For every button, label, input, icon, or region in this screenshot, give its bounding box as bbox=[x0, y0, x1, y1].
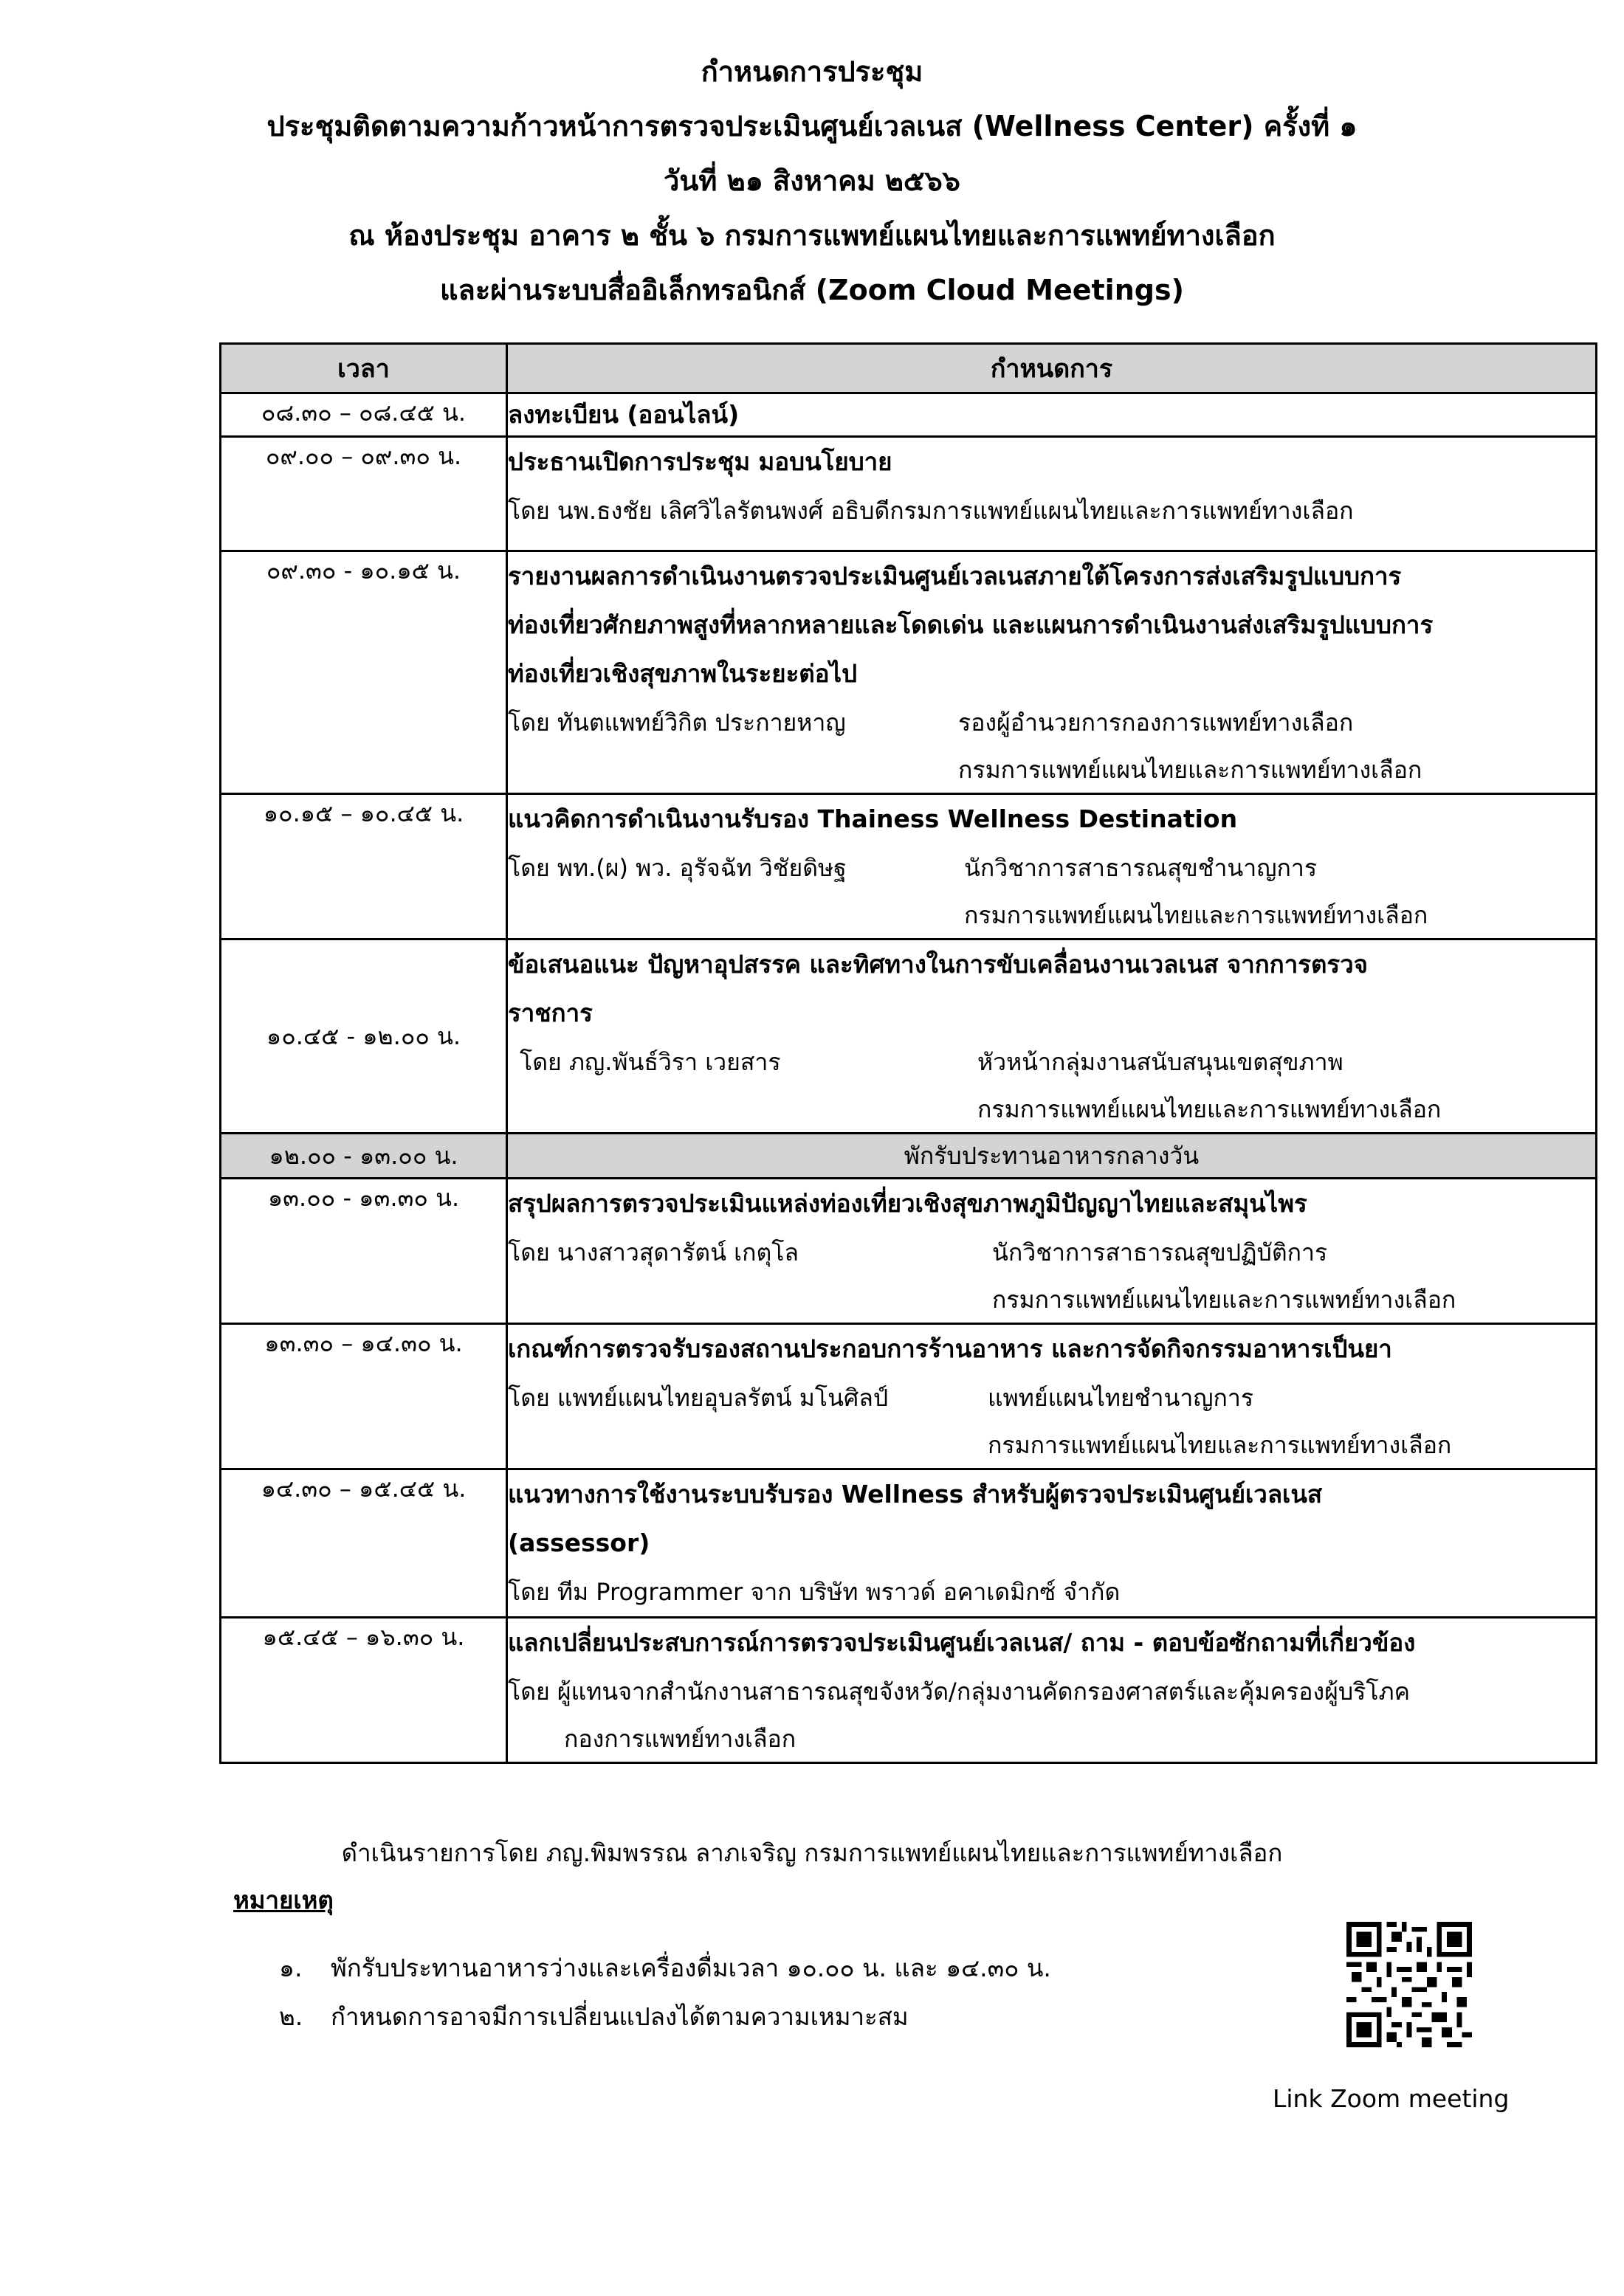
note-item bbox=[279, 1997, 909, 2036]
col-header-time: เวลา bbox=[221, 344, 507, 393]
table-row bbox=[221, 1324, 1597, 1469]
row-presenter: โดย ผู้แทนจากสำนักงานสาธารณสุขจังหวัด/กลุ่มงานคัดกรองศาสตร์และคุ้มครองผู้บริโภค bbox=[508, 1678, 1411, 1706]
notes-title: หมายเหตุ bbox=[233, 1886, 334, 1914]
row-program bbox=[507, 437, 1597, 551]
table-row bbox=[221, 940, 1597, 1134]
row-organization: กองการแพทย์ทางเลือก bbox=[564, 1725, 796, 1753]
table-header-row bbox=[221, 344, 1597, 393]
row-time: ๑๐.๑๕ – ๑๐.๔๕ น. bbox=[221, 794, 507, 940]
row-program bbox=[507, 393, 1597, 437]
note-text: กำหนดการอาจมีการเปลี่ยนแปลงได้ตามความเหมาะสม bbox=[331, 2002, 909, 2031]
table-row bbox=[221, 794, 1597, 940]
qr-caption: Link Zoom meeting bbox=[1273, 2084, 1510, 2113]
row-time: ๑๔.๓๐ – ๑๕.๔๕ น. bbox=[221, 1469, 507, 1618]
col-header-program: กำหนดการ bbox=[507, 344, 1597, 393]
row-time: ๑๒.๐๐ - ๑๓.๐๐ น. bbox=[221, 1134, 507, 1179]
row-title: เกณฑ์การตรวจรับรองสถานประกอบการร้านอาหาร และการจัดกิจกรรมอาหารเป็นยา bbox=[508, 1334, 1392, 1363]
row-title: แนวคิดการดำเนินงานรับรอง Thainess Wellness Destination bbox=[508, 804, 1238, 833]
row-position: นักวิชาการสาธารณสุขชำนาญการ bbox=[964, 854, 1318, 882]
row-title-line: ข้อเสนอแนะ ปัญหาอุปสรรค และทิศทางในการขับเคลื่อนงานเวลเนส จากการตรวจ bbox=[508, 950, 1368, 979]
row-time: ๑๓.๓๐ – ๑๔.๓๐ น. bbox=[221, 1324, 507, 1469]
row-position: รองผู้อำนวยการกองการแพทย์ทางเลือก bbox=[958, 709, 1354, 737]
row-program bbox=[507, 940, 1597, 1134]
row-presenter-line bbox=[508, 1038, 1595, 1086]
table-row bbox=[221, 1179, 1597, 1324]
row-presenter: โดย พท.(ผ) พว. อุรัจฉัท วิชัยดิษฐ bbox=[508, 854, 847, 882]
header bbox=[0, 44, 1624, 317]
row-title: สรุปผลการตรวจประเมินแหล่งท่องเที่ยวเชิงสุขภาพภูมิปัญญาไทยและสมุนไพร bbox=[508, 1189, 1307, 1218]
row-presenter-line bbox=[508, 1228, 1595, 1277]
row-title-line: (assessor) bbox=[508, 1528, 650, 1557]
row-program bbox=[507, 1324, 1597, 1469]
table-row bbox=[221, 437, 1597, 551]
row-organization: กรมการแพทย์แผนไทยและการแพทย์ทางเลือก bbox=[964, 901, 1428, 929]
row-presenter-line bbox=[508, 844, 1595, 892]
row-presenter: โดย แพทย์แผนไทยอุบลรัตน์ มโนศิลป์ bbox=[508, 1384, 889, 1412]
header-date: วันที่ ๒๑ สิงหาคม ๒๕๖๖ bbox=[664, 165, 960, 197]
row-program bbox=[507, 794, 1597, 940]
row-presenter: โดย ทันตแพทย์วิกิต ประกายหาญ bbox=[508, 709, 846, 737]
note-text: พักรับประทานอาหารว่างและเครื่องดื่มเวลา ๑๐.๐๐ น. และ ๑๔.๓๐ น. bbox=[331, 1954, 1051, 1982]
row-time: ๑๐.๔๕ - ๑๒.๐๐ น. bbox=[221, 940, 507, 1134]
row-time: ๐๘.๓๐ – ๐๘.๔๕ น. bbox=[221, 393, 507, 437]
row-program bbox=[507, 551, 1597, 794]
row-title-line: ท่องเที่ยวเชิงสุขภาพในระยะต่อไป bbox=[508, 659, 858, 688]
row-presenter: โดย ภญ.พันธ์วิรา เวยสาร bbox=[520, 1048, 781, 1076]
qr-code-icon[interactable] bbox=[1346, 1922, 1472, 2047]
row-time: ๑๕.๔๕ – ๑๖.๓๐ น. bbox=[221, 1618, 507, 1763]
table-row bbox=[221, 1618, 1597, 1763]
table-row bbox=[221, 551, 1597, 794]
row-program bbox=[507, 1179, 1597, 1324]
table-row bbox=[221, 393, 1597, 437]
header-meeting-name: ประชุมติดตามความก้าวหน้าการตรวจประเมินศูนย์เวลเนส (Wellness Center) ครั้งที่ ๑ bbox=[266, 110, 1358, 142]
row-break-label: พักรับประทานอาหารกลางวัน bbox=[507, 1134, 1597, 1179]
header-online: และผ่านระบบสื่ออิเล็กทรอนิกส์ (Zoom Cloud Meetings) bbox=[440, 274, 1184, 306]
row-organization: กรมการแพทย์แผนไทยและการแพทย์ทางเลือก bbox=[992, 1286, 1456, 1314]
note-item bbox=[279, 1948, 1051, 1988]
row-presenter: โดย นพ.ธงชัย เลิศวิไลรัตนพงศ์ อธิบดีกรมการแพทย์แผนไทยและการแพทย์ทางเลือก bbox=[508, 497, 1354, 525]
row-title-line: ราชการ bbox=[508, 999, 593, 1027]
row-title-line: แนวทางการใช้งานระบบรับรอง Wellness สำหรับผู้ตรวจประเมินศูนย์เวลเนส bbox=[508, 1480, 1323, 1509]
row-program bbox=[507, 1469, 1597, 1618]
table-row-break bbox=[221, 1134, 1597, 1179]
row-position: นักวิชาการสาธารณสุขปฏิบัติการ bbox=[992, 1238, 1328, 1266]
agenda-table bbox=[219, 342, 1597, 1764]
row-presenter-line bbox=[508, 1373, 1595, 1422]
row-title-line: ท่องเที่ยวศักยภาพสูงที่หลากหลายและโดดเด่น และแผนการดำเนินงานส่งเสริมรูปแบบการ bbox=[508, 610, 1434, 639]
row-program bbox=[507, 1618, 1597, 1763]
row-presenter: โดย นางสาวสุดารัตน์ เกตุโล bbox=[508, 1238, 799, 1266]
row-organization: กรมการแพทย์แผนไทยและการแพทย์ทางเลือก bbox=[958, 756, 1422, 784]
row-presenter-line bbox=[508, 698, 1595, 747]
row-title: ประธานเปิดการประชุม มอบนโยบาย bbox=[508, 447, 892, 476]
note-number: ๑. bbox=[279, 1954, 303, 1982]
header-title: กำหนดการประชุม bbox=[701, 55, 923, 88]
row-position: แพทย์แผนไทยชำนาญการ bbox=[988, 1384, 1254, 1412]
row-position: หัวหน้ากลุ่มงานสนับสนุนเขตสุขภาพ bbox=[977, 1048, 1343, 1076]
row-time: ๐๙.๐๐ – ๐๙.๓๐ น. bbox=[221, 437, 507, 551]
row-organization: กรมการแพทย์แผนไทยและการแพทย์ทางเลือก bbox=[988, 1431, 1452, 1459]
note-number: ๒. bbox=[279, 2002, 303, 2031]
row-title: ลงทะเบียน (ออนไลน์) bbox=[508, 400, 740, 429]
row-time: ๑๓.๐๐ - ๑๓.๓๐ น. bbox=[221, 1179, 507, 1324]
moderator-line: ดำเนินรายการโดย ภญ.พิมพรรณ ลาภเจริญ กรมการแพทย์แผนไทยและการแพทย์ทางเลือก bbox=[341, 1838, 1283, 1867]
row-organization: กรมการแพทย์แผนไทยและการแพทย์ทางเลือก bbox=[977, 1095, 1442, 1123]
table-row bbox=[221, 1469, 1597, 1618]
header-venue: ณ ห้องประชุม อาคาร ๒ ชั้น ๖ กรมการแพทย์แผนไทยและการแพทย์ทางเลือก bbox=[348, 219, 1276, 252]
row-presenter: โดย ทีม Programmer จาก บริษัท พราวด์ อคาเดมิกซ์ จำกัด bbox=[508, 1578, 1121, 1606]
row-title: แลกเปลี่ยนประสบการณ์การตรวจประเมินศูนย์เวลเนส/ ถาม - ตอบข้อซักถามที่เกี่ยวข้อง bbox=[508, 1628, 1416, 1657]
row-time: ๐๙.๓๐ - ๑๐.๑๕ น. bbox=[221, 551, 507, 794]
row-title-line: รายงานผลการดำเนินงานตรวจประเมินศูนย์เวลเนสภายใต้โครงการส่งเสริมรูปแบบการ bbox=[508, 562, 1402, 590]
